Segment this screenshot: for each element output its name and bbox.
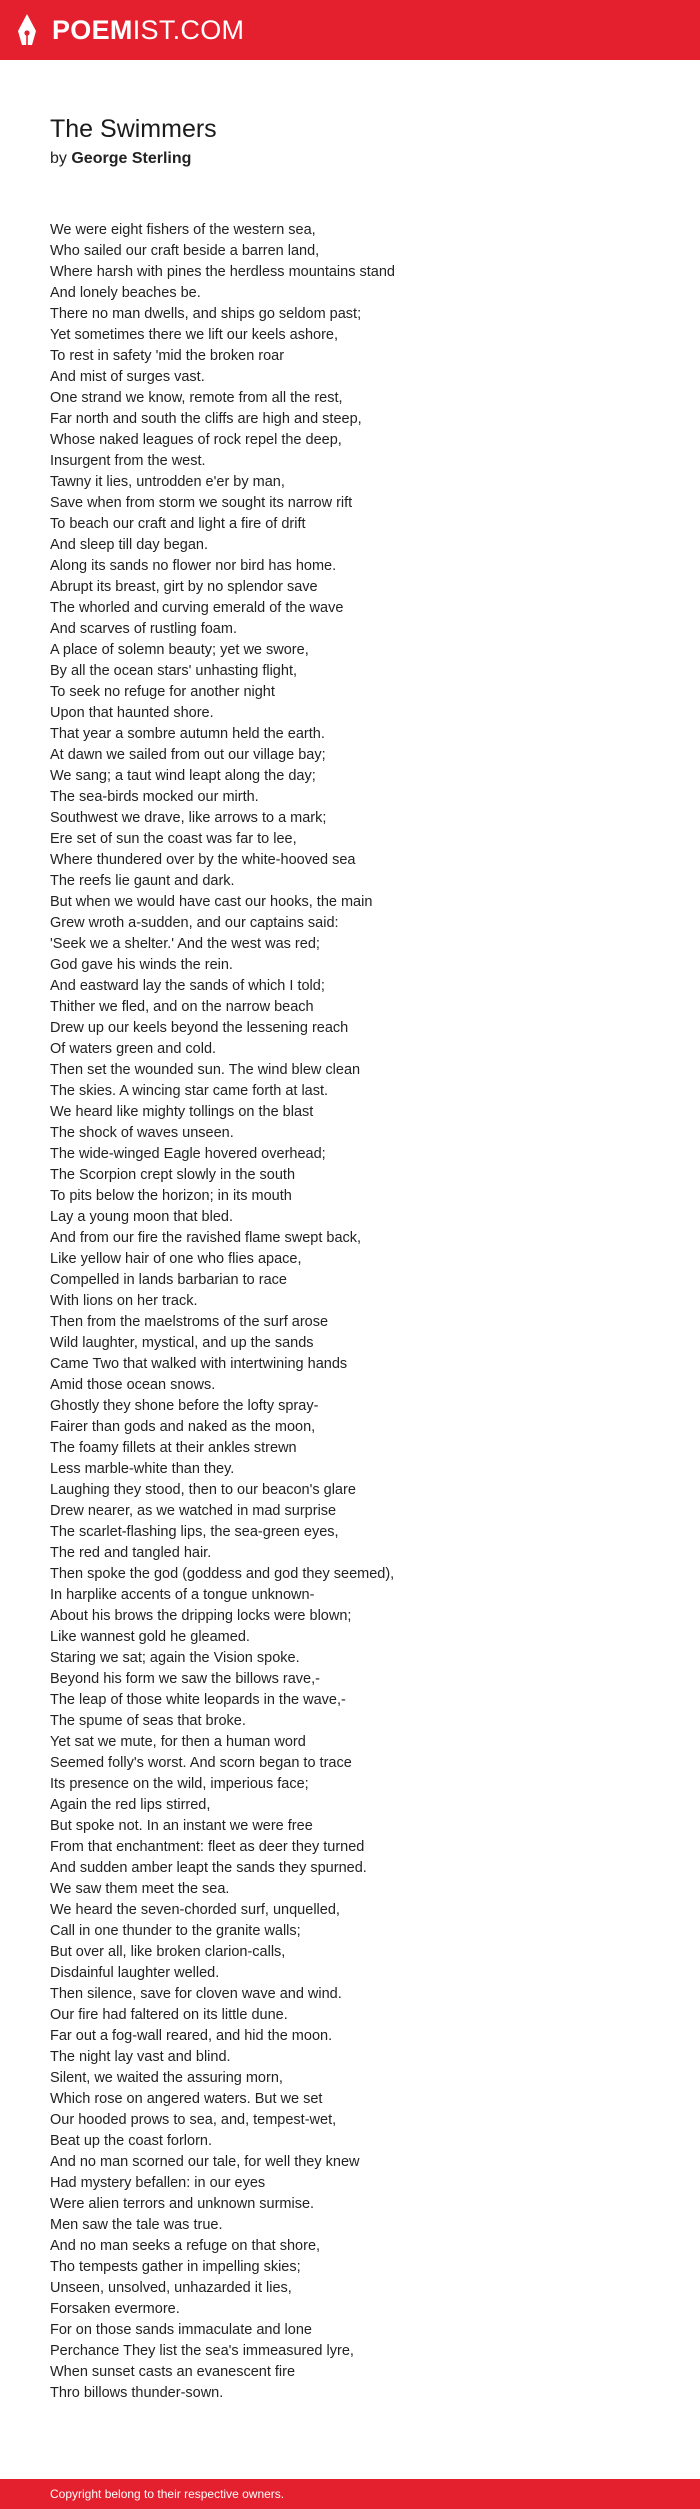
poem-line: Disdainful laughter welled. — [50, 1965, 220, 1981]
poem-line: And no man scorned our tale, for well they knew — [50, 2154, 360, 2170]
poem-line: The skies. A wincing star came forth at last. — [50, 1083, 329, 1099]
poem-line: Compelled in lands barbarian to race — [50, 1272, 287, 1288]
poem-line: To pits below the horizon; in its mouth — [50, 1188, 292, 1204]
poem-line: Where thundered over by the white-hooved sea — [50, 852, 356, 868]
poem-line: The scarlet-flashing lips, the sea-green eyes, — [50, 1524, 339, 1540]
poem-line: Along its sands no flower nor bird has home. — [50, 558, 337, 574]
poem-line: And no man seeks a refuge on that shore, — [50, 2238, 321, 2254]
poem-line: But over all, like broken clarion-calls, — [50, 1944, 286, 1960]
poem-line: One strand we know, remote from all the rest, — [50, 390, 343, 406]
poem-line: In harplike accents of a tongue unknown- — [50, 1587, 315, 1603]
poem-line: Men saw the tale was true. — [50, 2217, 223, 2233]
poem-line: Then silence, save for cloven wave and wind. — [50, 1986, 342, 2002]
poem-line: Had mystery befallen: in our eyes — [50, 2175, 266, 2191]
poem-line: The reefs lie gaunt and dark. — [50, 873, 235, 889]
poem-line: And mist of surges vast. — [50, 369, 205, 385]
poem-line: Upon that haunted shore. — [50, 705, 214, 721]
poem-line: Our hooded prows to sea, and, tempest-wet, — [50, 2112, 337, 2128]
logo-text-light: IST.COM — [132, 15, 245, 45]
poem-line: The foamy fillets at their ankles strewn — [50, 1440, 297, 1456]
poem-line: Far north and south the cliffs are high and steep, — [50, 411, 362, 427]
site-logo[interactable] — [16, 13, 244, 47]
poem-line: And eastward lay the sands of which I told; — [50, 978, 325, 994]
poem-line: Save when from storm we sought its narrow rift — [50, 495, 353, 511]
poem-line: Like yellow hair of one who flies apace, — [50, 1251, 302, 1267]
poem-line: Lay a young moon that bled. — [50, 1209, 233, 1225]
poem-line: Wild laughter, mystical, and up the sands — [50, 1335, 314, 1351]
poem-line: Thro billows thunder-sown. — [50, 2385, 224, 2401]
poem-line: Drew nearer, as we watched in mad surprise — [50, 1503, 337, 1519]
poem-line: Laughing they stood, then to our beacon's glare — [50, 1482, 356, 1498]
poem-line: Forsaken evermore. — [50, 2301, 180, 2317]
poem-line: Grew wroth a-sudden, and our captains said: — [50, 915, 339, 931]
poem-line: The whorled and curving emerald of the wave — [50, 600, 344, 616]
poem-line: A place of solemn beauty; yet we swore, — [50, 642, 309, 658]
poem-line: Amid those ocean snows. — [50, 1377, 216, 1393]
poem-line: Its presence on the wild, imperious face; — [50, 1776, 309, 1792]
poem-line: Then spoke the god (goddess and god they seemed), — [50, 1566, 395, 1582]
poem-line: The spume of seas that broke. — [50, 1713, 246, 1729]
poem-line: By all the ocean stars' unhasting flight, — [50, 663, 297, 679]
poem-line: Thither we fled, and on the narrow beach — [50, 999, 314, 1015]
poem-line: We heard like mighty tollings on the blast — [50, 1104, 314, 1120]
poem-line: Yet sometimes there we lift our keels ashore, — [50, 327, 338, 343]
poem-line: Ere set of sun the coast was far to lee, — [50, 831, 297, 847]
poem-line: At dawn we sailed from out our village bay; — [50, 747, 326, 763]
poem-line: We were eight fishers of the western sea, — [50, 222, 316, 238]
byline — [50, 148, 191, 170]
poem-line: Were alien terrors and unknown surmise. — [50, 2196, 315, 2212]
poem-line: Call in one thunder to the granite walls; — [50, 1923, 301, 1939]
poem-line: We sang; a taut wind leapt along the day; — [50, 768, 316, 784]
poem-line: And sudden amber leapt the sands they spurned. — [50, 1860, 367, 1876]
poem-line: The leap of those white leopards in the wave,- — [50, 1692, 346, 1708]
poem-line: To seek no refuge for another night — [50, 684, 275, 700]
poem-line: Then from the maelstroms of the surf arose — [50, 1314, 329, 1330]
poem-line: The sea-birds mocked our mirth. — [50, 789, 259, 805]
poem-line: For on those sands immaculate and lone — [50, 2322, 312, 2338]
logo-text — [52, 13, 244, 47]
poem-line: Perchance They list the sea's immeasured lyre, — [50, 2343, 354, 2359]
poem-line: That year a sombre autumn held the earth. — [50, 726, 325, 742]
poem-line: Unseen, unsolved, unhazarded it lies, — [50, 2280, 292, 2296]
site-header — [0, 0, 700, 60]
poem-line: We heard the seven-chorded surf, unquelled, — [50, 1902, 340, 1918]
poem-line: There no man dwells, and ships go seldom past; — [50, 306, 362, 322]
poem-line: Less marble-white than they. — [50, 1461, 235, 1477]
poem-line: Insurgent from the west. — [50, 453, 206, 469]
poem-line: The night lay vast and blind. — [50, 2049, 231, 2065]
poem-line: Drew up our keels beyond the lessening reach — [50, 1020, 349, 1036]
poem-line: Southwest we drave, like arrows to a mark; — [50, 810, 327, 826]
poem-line: With lions on her track. — [50, 1293, 198, 1309]
poem-line: Whose naked leagues of rock repel the deep, — [50, 432, 342, 448]
poem-line: And scarves of rustling foam. — [50, 621, 237, 637]
poem-line: We saw them meet the sea. — [50, 1881, 230, 1897]
poem-line: Which rose on angered waters. But we set — [50, 2091, 323, 2107]
poem-line: To rest in safety 'mid the broken roar — [50, 348, 285, 364]
poem-line: Beyond his form we saw the billows rave,- — [50, 1671, 320, 1687]
poem-line: 'Seek we a shelter.' And the west was red; — [50, 936, 320, 952]
poem-line: Tawny it lies, untrodden e'er by man, — [50, 474, 285, 490]
poem-line: God gave his winds the rein. — [50, 957, 233, 973]
poem-line: Of waters green and cold. — [50, 1041, 217, 1057]
poem-line: The shock of waves unseen. — [50, 1125, 234, 1141]
poem-line: Ghostly they shone before the lofty spray- — [50, 1398, 319, 1414]
poem-body — [50, 220, 670, 2404]
poem-line: Tho tempests gather in impelling skies; — [50, 2259, 301, 2275]
poem-line: Then set the wounded sun. The wind blew clean — [50, 1062, 361, 1078]
poem-title: The Swimmers — [50, 115, 217, 143]
poem-line: To beach our craft and light a fire of drift — [50, 516, 306, 532]
poem-line: The red and tangled hair. — [50, 1545, 212, 1561]
poem-line: From that enchantment: fleet as deer they turned — [50, 1839, 365, 1855]
poem-line: Our fire had faltered on its little dune. — [50, 2007, 288, 2023]
poem-line: When sunset casts an evanescent fire — [50, 2364, 296, 2380]
poem-line: But spoke not. In an instant we were free — [50, 1818, 313, 1834]
pen-nib-icon — [16, 13, 38, 47]
poem-line: Where harsh with pines the herdless mountains stand — [50, 264, 395, 280]
poem-line: Fairer than gods and naked as the moon, — [50, 1419, 316, 1435]
poem-line: The wide-winged Eagle hovered overhead; — [50, 1146, 326, 1162]
poem-line: Seemed folly's worst. And scorn began to trace — [50, 1755, 352, 1771]
poem-line: Staring we sat; again the Vision spoke. — [50, 1650, 300, 1666]
poem-line: And lonely beaches be. — [50, 285, 201, 301]
poem-line: But when we would have cast our hooks, the main — [50, 894, 373, 910]
copyright-text: Copyright belong to their respective owners. — [50, 2487, 285, 2501]
poem-line: Like wannest gold he gleamed. — [50, 1629, 250, 1645]
logo-text-bold: POEM — [52, 15, 133, 45]
poem-line: And sleep till day began. — [50, 537, 208, 553]
poem-line: About his brows the dripping locks were blown; — [50, 1608, 352, 1624]
poem-line: Again the red lips stirred, — [50, 1797, 211, 1813]
poem-line: The Scorpion crept slowly in the south — [50, 1167, 296, 1183]
site-footer — [0, 2479, 700, 2509]
poem-line: Beat up the coast forlorn. — [50, 2133, 213, 2149]
poem-line: Yet sat we mute, for then a human word — [50, 1734, 306, 1750]
poem-line: And from our fire the ravished flame swept back, — [50, 1230, 362, 1246]
by-label: by — [50, 150, 67, 167]
poem-line: Came Two that walked with intertwining hands — [50, 1356, 348, 1372]
poem-line: Abrupt its breast, girt by no splendor save — [50, 579, 318, 595]
poem-line: Far out a fog-wall reared, and hid the moon. — [50, 2028, 333, 2044]
poem-line: Who sailed our craft beside a barren land, — [50, 243, 320, 259]
poem-line: Silent, we waited the assuring morn, — [50, 2070, 283, 2086]
author-link[interactable]: George Sterling — [71, 150, 192, 167]
